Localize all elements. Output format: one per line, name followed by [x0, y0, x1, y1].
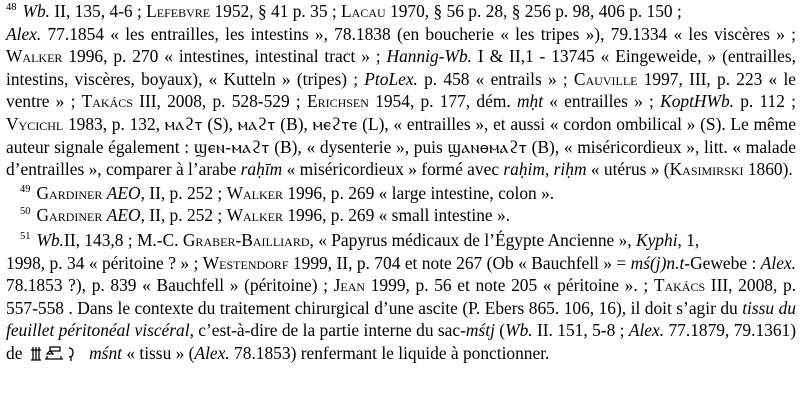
text-run: 1996, p. 269 « large intestine, colon ».	[282, 182, 555, 203]
text-run: « tissu » (	[121, 342, 195, 363]
coptic-word: ⲙⲉϩⲧⲉ	[312, 113, 358, 134]
italic-text: Alex.	[760, 252, 796, 273]
footnote-line	[23, 1, 682, 21]
text-run: , 1,	[677, 229, 700, 250]
text-run: (B),	[275, 113, 313, 134]
italic-text: tissu du feuillet péritonéal viscéral	[6, 297, 796, 341]
author-name: Graber-Bailliard	[182, 229, 310, 250]
italic-text: Alex.	[628, 320, 665, 341]
footnote-line	[37, 230, 700, 250]
italic-text: Hannig-Wb.	[386, 46, 473, 67]
italic-text: AEO	[106, 182, 141, 203]
italic-text: AEO	[106, 205, 141, 226]
coptic-word: ⲙⲁϩⲧ	[237, 113, 276, 134]
text-run: 1952, § 41 p. 35 ;	[210, 1, 342, 21]
footnote-51-first-line	[6, 229, 796, 252]
author-name: Erichsen	[306, 91, 369, 112]
footnote-50	[6, 204, 796, 227]
text-run: (B), « miséricordieux », litt. « malade d’entrailles », comparer à l’arabe	[6, 136, 797, 180]
hieroglyph-group	[29, 344, 83, 362]
italic-text: PtoLex.	[364, 68, 418, 89]
author-name: Lacau	[341, 1, 386, 21]
footnote-number: 51	[20, 230, 31, 242]
author-name: Vycichl	[6, 113, 64, 134]
text-run: II. 151, 5-8 ;	[532, 320, 629, 341]
text-run: II, 135, 4-6 ;	[50, 1, 147, 21]
text-run: 1996, p. 270 « intestines, intestinal tract » ;	[62, 46, 387, 67]
text-run: 1860).	[743, 159, 793, 180]
italic-text: Wb.	[36, 229, 65, 250]
text-run: , II, p. 252 ;	[140, 205, 227, 226]
coptic-word: ϣⲉⲛ-ⲙⲁϩⲧ	[193, 136, 270, 157]
italic-text: raḥīm	[240, 159, 283, 180]
text-run: 77.1879, 79.1361) de	[6, 320, 797, 363]
author-name: Jean	[333, 275, 366, 296]
author-name: Lefebvre	[146, 1, 211, 21]
footnote-number: 50	[20, 206, 31, 218]
author-name: Kasimirski	[669, 159, 744, 180]
coptic-word: ⲙⲁϩⲧ	[164, 113, 203, 134]
text-run: (S),	[202, 113, 238, 134]
italic-text: Kyphi	[635, 229, 678, 250]
text-run: , c’est-à-dire de la partie interne du sac-	[189, 320, 466, 341]
hieroglyph-glyphs	[29, 344, 83, 362]
text-run: « miséricordieux » formé avec	[282, 159, 504, 180]
author-name: Cauville	[573, 68, 638, 89]
text-run: II, 143,8 ; M.-C.	[64, 229, 183, 250]
footnote-number: 48	[6, 2, 17, 13]
italic-text: Alex.	[6, 23, 42, 44]
footnote-48-body	[6, 24, 796, 180]
footnote-51	[6, 229, 796, 365]
italic-text: KoptHWb.	[660, 91, 735, 112]
footnote-48	[6, 0, 796, 181]
text-run: 1998, p. 34 « péritoine ? » ;	[6, 252, 203, 273]
text-run: ,	[544, 159, 554, 180]
text-run: 78.1853) renfermant le liquide à ponctionner.	[229, 342, 550, 363]
italic-text: mḥt	[516, 91, 544, 112]
author-name: Walker	[226, 205, 283, 226]
text-run: (B), « dysenterie », puis	[269, 136, 448, 157]
text-run: 1999, p. 56 et note 205 « péritoine ». ;	[365, 275, 654, 296]
text-run: (	[494, 320, 506, 341]
coptic-word: ϣⲁⲛⲑⲙⲁϩⲧ	[447, 136, 527, 157]
text-run: III, 2008, p. 557-558 . Dans le contexte du traitement chirurgical d’une ascite (P. Ebers 865. 106, 16), il doit s’agir du	[6, 275, 797, 318]
text-run: 1997, III, p. 223 « le ventre » ;	[6, 68, 796, 112]
italic-text: mśnt	[89, 342, 122, 363]
text-run: -Gewebe :	[684, 252, 761, 273]
italic-text: Alex.	[194, 342, 230, 363]
text-run: 1983, p. 132,	[63, 113, 165, 134]
text-run: 1954, p. 177, dém.	[368, 91, 517, 112]
text-run: I & II,1 - 13745 « Eingeweide, » (entrailles, intestins, viscères, boyaux), « Kutteln » (tripes) ;	[6, 46, 796, 89]
author-name: Walker	[6, 46, 63, 67]
text-run: p. 458 « entrails » ;	[417, 68, 574, 89]
text-run: 77.1854 « les entrailles, les intestins », 78.1838 (en boucherie « les tripes »), 79.1334 « les viscères » ;	[41, 23, 796, 44]
italic-text: raḥim	[503, 159, 545, 180]
text-run: (L), « entrailles », et aussi « cordon ombilical » (S). Le même auteur signale également :	[6, 113, 796, 157]
text-run: « entrailles » ;	[543, 91, 661, 112]
text-run: , « Papyrus médicaux de l’Égypte Ancienne »,	[309, 229, 636, 250]
footnote-number: 49	[20, 183, 31, 195]
italic-text: Wb.	[22, 1, 51, 21]
author-name: Gardiner	[36, 182, 103, 203]
author-name: Gardiner	[36, 205, 103, 226]
footnote-50-body	[37, 205, 511, 225]
footnote-51-body	[6, 253, 796, 363]
text-run: 1970, § 56 p. 28, § 256 p. 98, 406 p. 150 ;	[385, 1, 682, 21]
author-name: Takács	[81, 91, 133, 112]
italic-text: riḥm	[553, 159, 587, 180]
footnote-48-first-line	[6, 0, 796, 23]
text-run: , II, p. 252 ;	[140, 182, 227, 203]
author-name: Westendorf	[202, 252, 289, 273]
italic-text: Wb.	[505, 320, 533, 341]
author-name: Walker	[226, 182, 283, 203]
footnote-49-body	[37, 183, 555, 203]
text-run: III, 2008, p. 528-529 ;	[132, 91, 307, 112]
text-run: p. 112 ;	[734, 91, 796, 112]
text-run: 78.1853 ?), p. 839 « Bauchfell » (péritoine) ;	[6, 275, 334, 296]
footnote-49	[6, 182, 796, 205]
italic-text: mś(j)n.t	[630, 252, 685, 273]
text-run: 1999, II, p. 704 et note 267 (Ob « Bauchfell » =	[288, 252, 631, 273]
italic-text: mśtj	[465, 320, 495, 341]
text-run: 1996, p. 269 « small intestine ».	[282, 205, 511, 226]
text-run: « utérus » (	[586, 159, 670, 180]
author-name: Takács	[653, 275, 706, 296]
